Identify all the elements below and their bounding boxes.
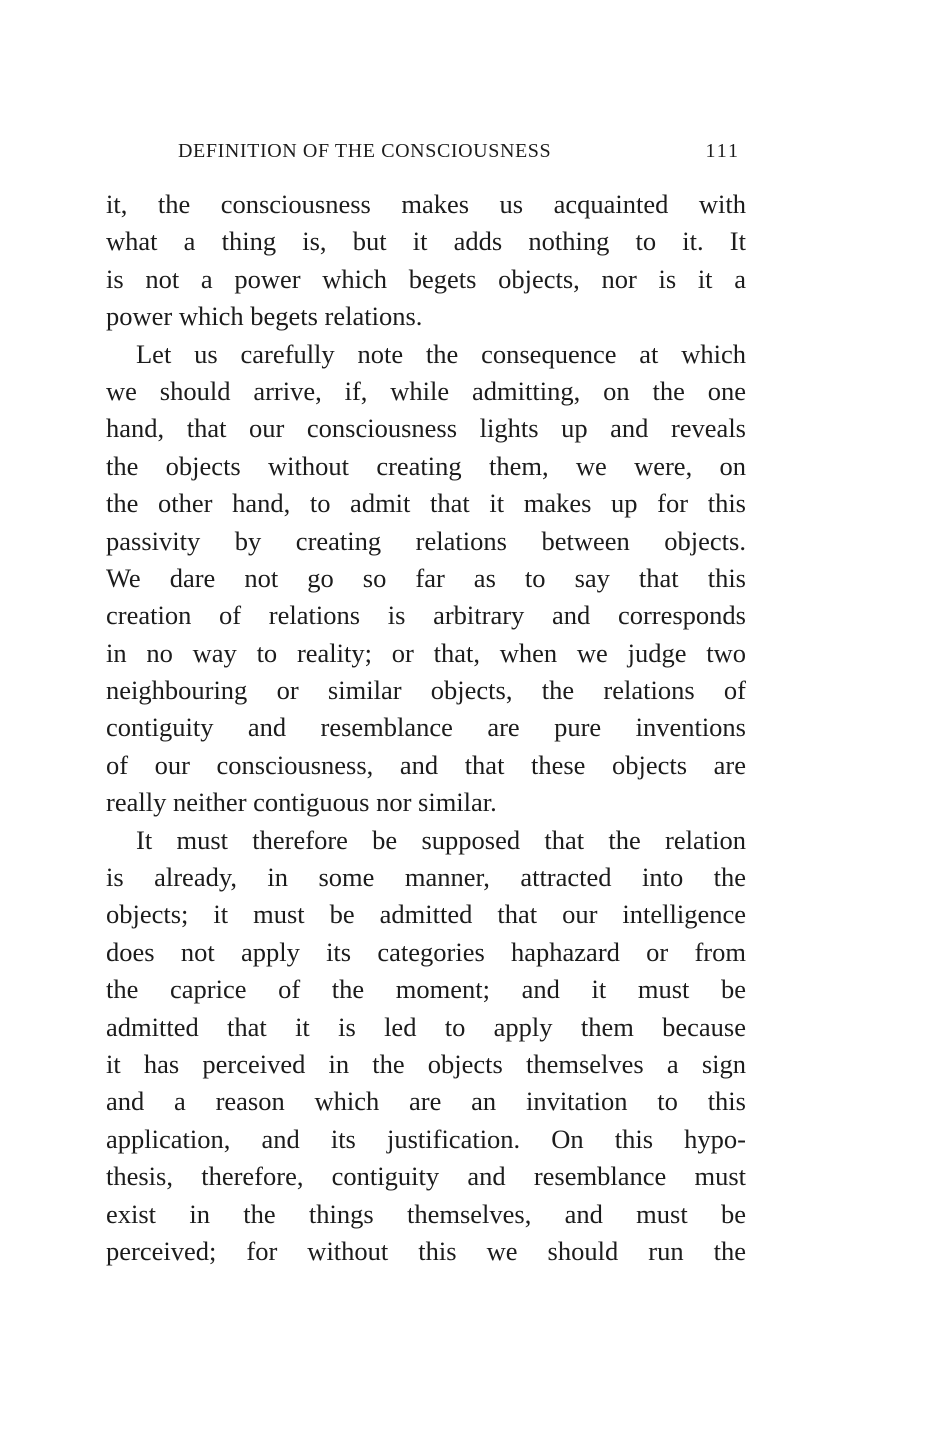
text-line: the other hand, to admit that it makes up for this: [106, 488, 746, 519]
paragraph-2: [106, 336, 746, 822]
text-line: perceived; for without this we should run the: [106, 1235, 746, 1266]
text-line: really neither contiguous nor similar.: [106, 787, 497, 818]
text-line: hand, that our consciousness lights up and reveals: [106, 413, 746, 444]
text-line: It must therefore be supposed that the relation: [136, 824, 746, 855]
text-line: creation of relations is arbitrary and corresponds: [106, 600, 746, 631]
text-line: admitted that it is led to apply them because: [106, 1011, 746, 1042]
text-line: does not apply its categories haphazard or from: [106, 936, 746, 967]
text-line: exist in the things themselves, and must be: [106, 1198, 746, 1229]
paragraph-3: [106, 822, 746, 1271]
text-line: the objects without creating them, we were, on: [106, 450, 746, 481]
text-line: in no way to reality; or that, when we judge two: [106, 637, 746, 668]
text-line: We dare not go so far as to say that this: [106, 562, 746, 593]
text-line: it has perceived in the objects themselves a sign: [106, 1048, 746, 1079]
paragraph-1: [106, 186, 746, 336]
text-line: Let us carefully note the consequence at which: [136, 338, 746, 369]
text-line: we should arrive, if, while admitting, on the one: [106, 375, 746, 406]
body-text: [106, 186, 746, 1270]
text-line: of our consciousness, and that these objects are: [106, 749, 746, 780]
text-line: thesis, therefore, contiguity and resemblance must: [106, 1161, 746, 1192]
text-line: contiguity and resemblance are pure inventions: [106, 712, 746, 743]
running-head: [178, 140, 740, 168]
page-number: 111: [705, 140, 740, 162]
text-line: the caprice of the moment; and it must be: [106, 974, 746, 1005]
running-head-title: DEFINITION OF THE CONSCIOUSNESS: [178, 140, 552, 162]
text-line: and a reason which are an invitation to this: [106, 1086, 746, 1117]
text-line: is already, in some manner, attracted into the: [106, 862, 746, 893]
text-line: application, and its justification. On this hypo-: [106, 1123, 746, 1154]
text-line: power which begets relations.: [106, 301, 423, 332]
text-line: it, the consciousness makes us acquainted with: [106, 189, 746, 219]
text-line: is not a power which begets objects, nor is it a: [106, 263, 746, 294]
text-line: neighbouring or similar objects, the relations of: [106, 675, 746, 706]
text-line: passivity by creating relations between objects.: [106, 525, 746, 556]
text-line: objects; it must be admitted that our intelligence: [106, 899, 746, 930]
text-line: what a thing is, but it adds nothing to it. It: [106, 226, 746, 257]
